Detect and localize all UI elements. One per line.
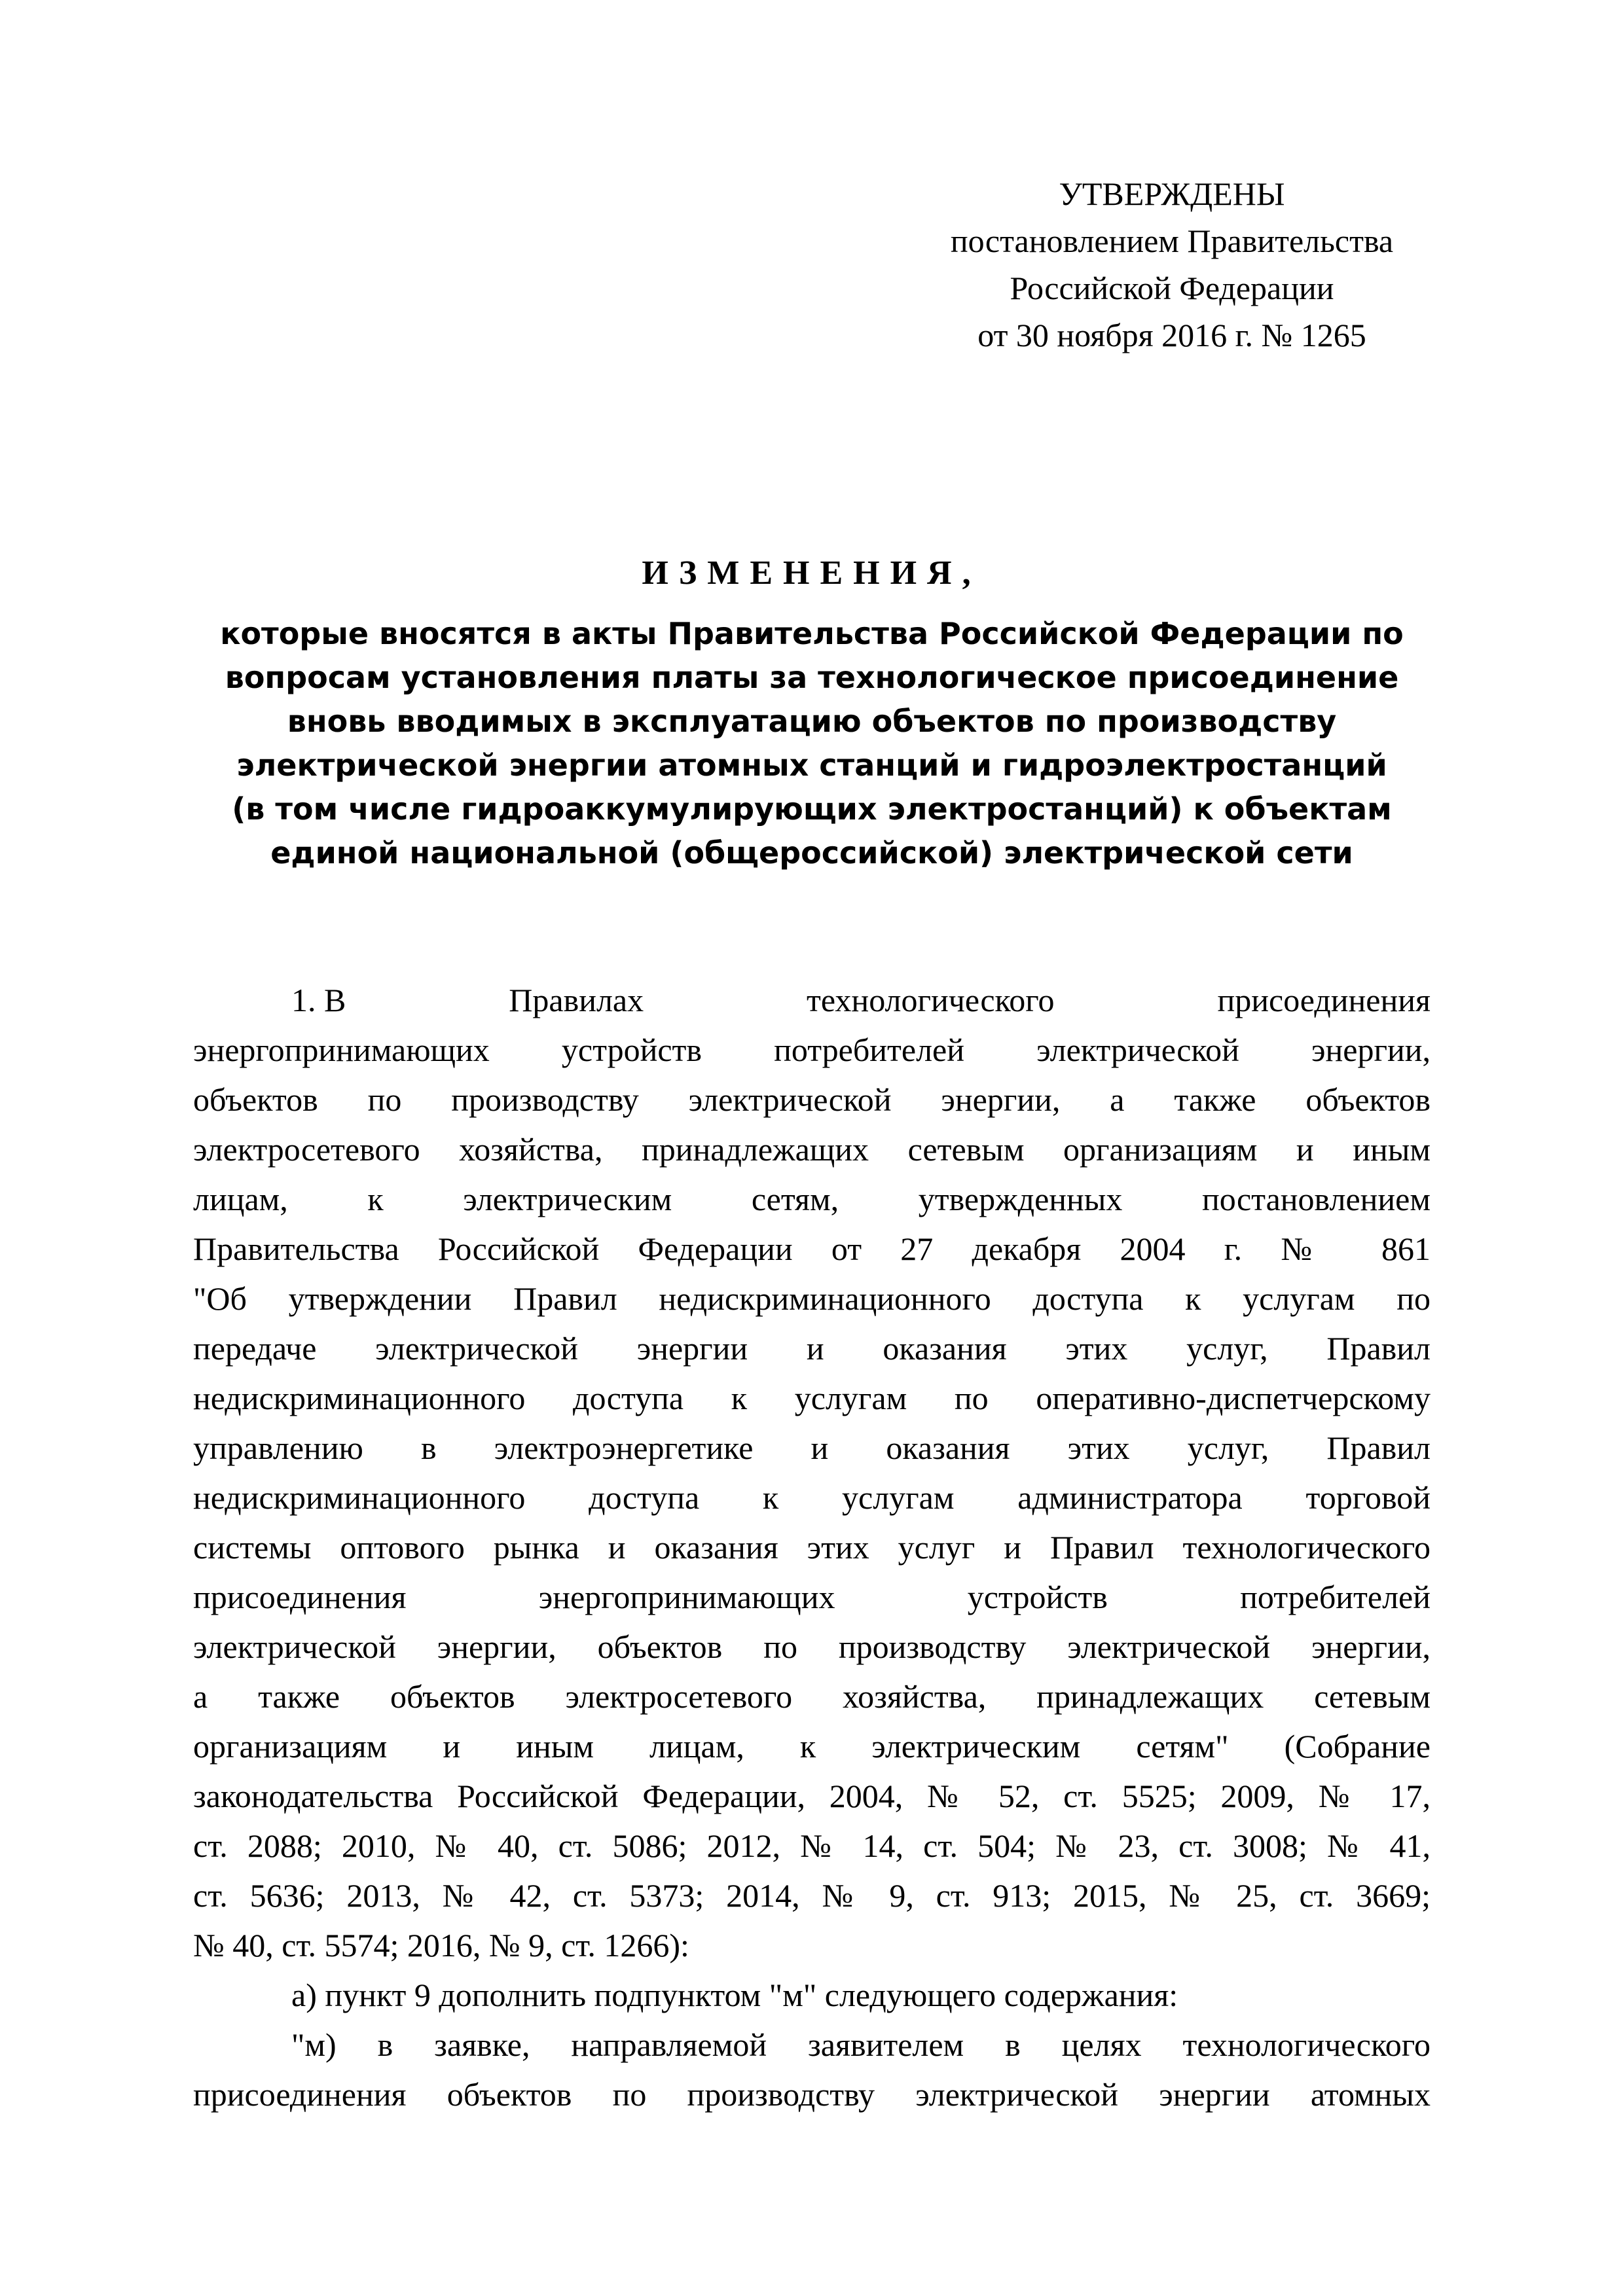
text-line: системы оптового рынка и оказания этих услуг и Правил технологического [193,1529,1431,1566]
text-word: присоединения [1217,982,1431,1018]
subtitle-line: вопросам установления платы за технологическое присоединение [225,660,1399,695]
document-body [193,975,1431,2119]
text-line: объектов по производству электрической энергии, а также объектов [193,1081,1431,1118]
text-line: "Об утверждении Правил недискриминационного доступа к услугам по [193,1280,1431,1317]
text-word: Правилах [509,982,644,1018]
text-word: технологического [807,982,1055,1018]
document-subtitle [196,612,1427,875]
item-m-first-line: "м) в заявке, направляемой заявителем в целях технологического [291,2026,1431,2063]
text-line: Правительства Российской Федерации от 27 декабря 2004 г. № 861 [193,1230,1431,1267]
paragraph-1-first-line [193,975,1431,1025]
approval-line: Российской Федерации [1010,270,1334,306]
item-a: а) пункт 9 дополнить подпунктом "м" следующего содержания: [291,1977,1178,2013]
subtitle-line: единой национальной (общероссийской) электрической сети [270,835,1353,870]
text-line: лицам, к электрическим сетям, утвержденных постановлением [193,1181,1431,1217]
approval-heading: УТВЕРЖДЕНЫ [1059,175,1285,212]
text-line: ст. 2088; 2010, № 40, ст. 5086; 2012, № 14, ст. 504; № 23, ст. 3008; № 41, [193,1827,1431,1864]
text-line: присоединения энергопринимающих устройств потребителей [193,1579,1431,1615]
text-line: присоединения объектов по производству электрической энергии атомных [193,2076,1431,2113]
subtitle-line: которые вносятся в акты Правительства Российской Федерации по [220,616,1404,651]
text-line: энергопринимающих устройств потребителей электрической энергии, [193,1031,1431,1068]
text-line: недискриминационного доступа к услугам администратора торговой [193,1479,1431,1516]
text-line: № 40, ст. 5574; 2016, № 9, ст. 1266): [193,1927,689,1964]
subtitle-line: электрической энергии атомных станций и гидроэлектростанций [236,747,1387,783]
text-line: законодательства Российской Федерации, 2004, № 52, ст. 5525; 2009, № 17, [193,1778,1431,1814]
subtitle-line: (в том числе гидроаккумулирующих электростанций) к объектам [232,791,1392,827]
text-line: электрической энергии, объектов по производству электрической энергии, [193,1628,1431,1665]
approval-date-number: от 30 ноября 2016 г. № 1265 [977,317,1366,353]
document-title: ИЗМЕНЕНИЯ, [642,554,981,592]
text-line: электросетевого хозяйства, принадлежащих сетевым организациям и иным [193,1131,1431,1168]
subtitle-line: вновь вводимых в эксплуатацию объектов по производству [287,704,1337,739]
approval-line: постановлением Правительства [950,223,1394,259]
text-line: организациям и иным лицам, к электрическим сетям" (Собрание [193,1728,1431,1765]
text-line: недискриминационного доступа к услугам по оперативно-диспетчерскому [193,1380,1431,1416]
text-line: управлению в электроэнергетике и оказания этих услуг, Правил [193,1429,1431,1466]
paragraph-number: 1. В [291,982,346,1018]
text-line: а также объектов электросетевого хозяйства, принадлежащих сетевым [193,1678,1431,1715]
approval-stamp [851,170,1493,359]
text-line: передаче электрической энергии и оказания этих услуг, Правил [193,1330,1431,1367]
text-line: ст. 5636; 2013, № 42, ст. 5373; 2014, № 9, ст. 913; 2015, № 25, ст. 3669; [193,1877,1431,1914]
